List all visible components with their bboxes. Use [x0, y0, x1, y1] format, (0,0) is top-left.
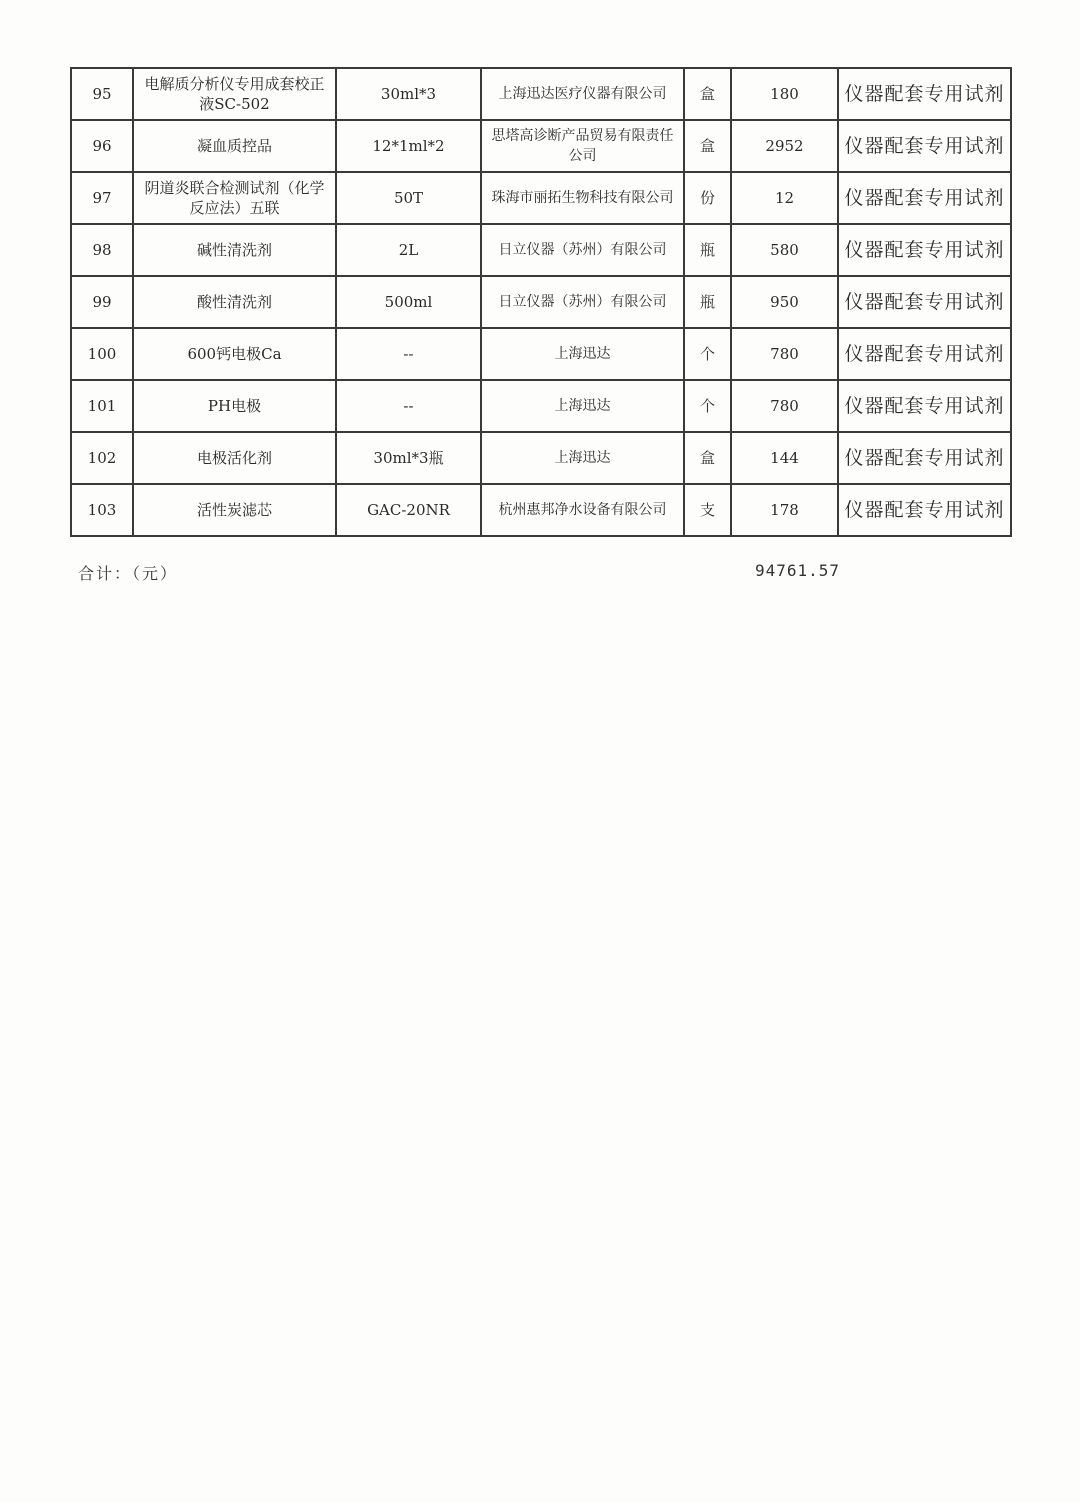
cell-category: 仪器配套专用试剂	[838, 484, 1011, 536]
cell-supplier: 杭州惠邦净水设备有限公司	[481, 484, 684, 536]
cell-unit: 盒	[684, 432, 731, 484]
total-value: 94761.57	[755, 561, 841, 580]
cell-category: 仪器配套专用试剂	[838, 432, 1011, 484]
cell-price: 780	[731, 380, 838, 432]
cell-supplier: 上海迅达医疗仪器有限公司	[481, 68, 684, 120]
cell-supplier: 上海迅达	[481, 380, 684, 432]
cell-name: 碱性清洗剂	[133, 224, 336, 276]
total-label: 合计：（元）	[78, 564, 179, 583]
cell-name: 电极活化剂	[133, 432, 336, 484]
cell-category: 仪器配套专用试剂	[838, 68, 1011, 120]
cell-name: 活性炭滤芯	[133, 484, 336, 536]
total-row	[78, 561, 978, 585]
cell-unit: 瓶	[684, 276, 731, 328]
cell-category: 仪器配套专用试剂	[838, 380, 1011, 432]
cell-no: 102	[71, 432, 133, 484]
cell-category: 仪器配套专用试剂	[838, 328, 1011, 380]
cell-supplier: 思塔高诊断产品贸易有限责任公司	[481, 120, 684, 172]
cell-unit: 个	[684, 380, 731, 432]
cell-category: 仪器配套专用试剂	[838, 276, 1011, 328]
cell-spec: --	[336, 380, 481, 432]
cell-unit: 盒	[684, 120, 731, 172]
cell-price: 180	[731, 68, 838, 120]
cell-category: 仪器配套专用试剂	[838, 120, 1011, 172]
cell-supplier: 上海迅达	[481, 328, 684, 380]
cell-price: 12	[731, 172, 838, 224]
cell-name: 阴道炎联合检测试剂（化学反应法）五联	[133, 172, 336, 224]
cell-no: 97	[71, 172, 133, 224]
table-row	[71, 68, 1011, 120]
cell-name: 酸性清洗剂	[133, 276, 336, 328]
cell-spec: 30ml*3	[336, 68, 481, 120]
cell-spec: --	[336, 328, 481, 380]
table-body	[71, 68, 1011, 536]
cell-name: PH电极	[133, 380, 336, 432]
cell-spec: 30ml*3瓶	[336, 432, 481, 484]
cell-no: 95	[71, 68, 133, 120]
cell-no: 99	[71, 276, 133, 328]
cell-spec: 2L	[336, 224, 481, 276]
cell-spec: GAC-20NR	[336, 484, 481, 536]
cell-unit: 支	[684, 484, 731, 536]
table-row	[71, 224, 1011, 276]
cell-spec: 12*1ml*2	[336, 120, 481, 172]
cell-name: 600钙电极Ca	[133, 328, 336, 380]
cell-spec: 50T	[336, 172, 481, 224]
cell-unit: 份	[684, 172, 731, 224]
cell-supplier: 日立仪器（苏州）有限公司	[481, 276, 684, 328]
cell-price: 144	[731, 432, 838, 484]
table-row	[71, 380, 1011, 432]
table-row	[71, 120, 1011, 172]
cell-price: 178	[731, 484, 838, 536]
cell-price: 580	[731, 224, 838, 276]
cell-price: 780	[731, 328, 838, 380]
cell-no: 100	[71, 328, 133, 380]
cell-name: 凝血质控品	[133, 120, 336, 172]
cell-category: 仪器配套专用试剂	[838, 224, 1011, 276]
reagent-price-table	[70, 67, 1012, 537]
cell-no: 103	[71, 484, 133, 536]
table-row	[71, 172, 1011, 224]
cell-name: 电解质分析仪专用成套校正液SC-502	[133, 68, 336, 120]
cell-no: 96	[71, 120, 133, 172]
cell-supplier: 上海迅达	[481, 432, 684, 484]
cell-price: 950	[731, 276, 838, 328]
cell-spec: 500ml	[336, 276, 481, 328]
cell-supplier: 日立仪器（苏州）有限公司	[481, 224, 684, 276]
cell-unit: 瓶	[684, 224, 731, 276]
cell-no: 98	[71, 224, 133, 276]
cell-category: 仪器配套专用试剂	[838, 172, 1011, 224]
cell-unit: 盒	[684, 68, 731, 120]
cell-unit: 个	[684, 328, 731, 380]
cell-price: 2952	[731, 120, 838, 172]
table-row	[71, 276, 1011, 328]
table-row	[71, 432, 1011, 484]
table-row	[71, 328, 1011, 380]
cell-no: 101	[71, 380, 133, 432]
cell-supplier: 珠海市丽拓生物科技有限公司	[481, 172, 684, 224]
table-row	[71, 484, 1011, 536]
